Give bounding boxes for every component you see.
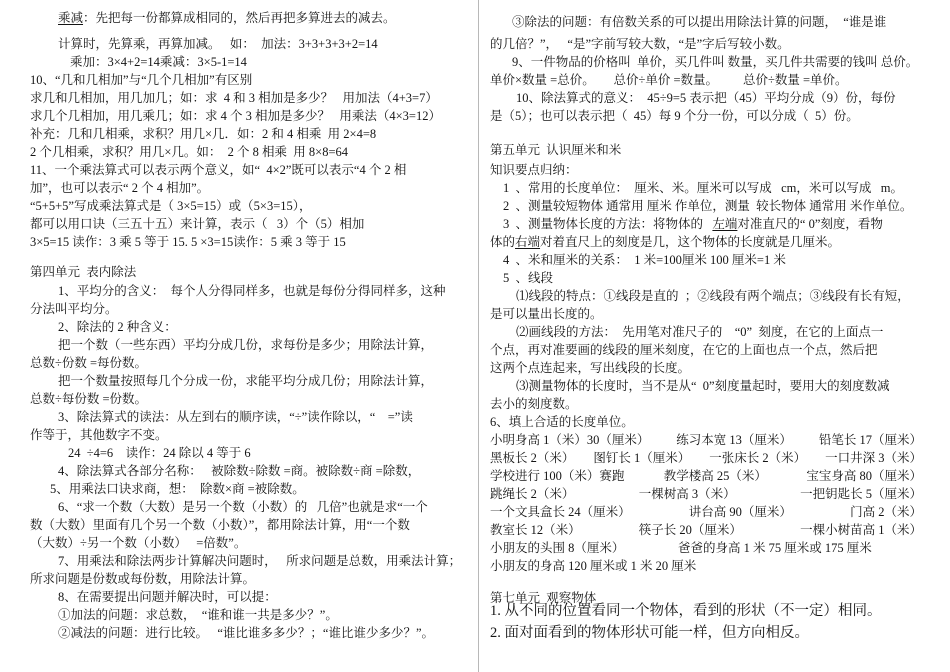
- unit-fill-item: 跳绳长 2（米）: [490, 487, 575, 501]
- unit-fill-item: 讲台高 90（厘米）: [688, 505, 792, 519]
- text-line: 3、除法算式的读法：从左到右的顺序读，“÷”读作除以，“ =”读: [58, 410, 413, 424]
- text-line: 把一个数（一些东西）平均分成几份，求每份是多少；用除法计算，: [58, 338, 434, 352]
- text-line: 的几倍？”， “是”字前写较大数，“是”字后写较小数。: [490, 37, 790, 51]
- unit-fill-item: 一棵小树苗高 1（米）: [800, 523, 922, 537]
- text-line: 2 、测量较短物体 通常用 厘米 作单位，测量 较长物体 通常用 米作单位。: [503, 199, 913, 213]
- text-line: 去小的刻度数。: [490, 397, 578, 411]
- section-subheading: 知识要点归纳：: [490, 163, 578, 177]
- unit-fill-row: [490, 450, 922, 466]
- text-line: 10、“几和几相加”与“几个几相加”有区别: [30, 73, 253, 87]
- text-line: 8、在需要提出问题并解决时，可以提：: [58, 590, 277, 604]
- unit-fill-row: [490, 504, 922, 520]
- unit-heading: 第五单元 认识厘米和米: [490, 143, 622, 157]
- unit-fill-item: 门高 2（米）: [850, 505, 922, 519]
- unit-fill-item: 学校进行 100（米）赛跑: [490, 469, 625, 483]
- text-line: 1. 从不同的位置看同一个物体，看到的形状（不一定）相同。: [490, 603, 882, 619]
- unit-fill-row: [490, 558, 922, 574]
- text-line: 是可以量出长度的。: [490, 307, 603, 321]
- text-line: 计算时，先算乘，再算加减。 如： 加法：3+3+3+3+2=14: [58, 37, 378, 51]
- text-line: 11、一个乘法算式可以表示两个意义，如“ 4×2”既可以表示“4 个 2 相: [30, 163, 407, 177]
- text-fragment: 体的: [490, 235, 516, 249]
- unit-fill-item: 教学楼高 25（米）: [663, 469, 767, 483]
- text-fragment: 对着直尺上的刻度是几，这个物体的长度就是几厘米。: [540, 235, 841, 249]
- text-line: 单价×数量 =总价。 总价÷单价 =数量。 总价÷数量 =单价。: [490, 73, 848, 87]
- text-line: （大数）÷另一个数（小数） =倍数”。: [30, 536, 247, 550]
- text-line: [503, 216, 883, 232]
- text-line: 1、平均分的含义： 每个人分得同样多，也就是每份分得同样多，这种: [58, 284, 446, 298]
- text-line: 把一个数量按照每几个分成一份，求能平均分成几份；用除法计算，: [58, 374, 434, 388]
- unit-fill-item: 一棵树高 3（米）: [638, 487, 736, 501]
- text-line: 24 ÷4=6 读作：24 除以 4 等于 6: [68, 446, 251, 460]
- text-line: 这两个点连起来，写出线段的长度。: [490, 361, 691, 375]
- text-line: 2、除法的 2 种含义：: [58, 320, 177, 334]
- unit-fill-item: 小朋友的头围 8（厘米）: [490, 541, 625, 555]
- text-line: 6、填上合适的长度单位。: [490, 415, 634, 429]
- text-line: “5+5+5”写成乘法算式是（ 3×5=15）或（5×3=15），: [30, 199, 312, 213]
- text-line: 数（大数）里面有几个另一个数（小数）”，都用除法计算，用“一个数: [30, 518, 410, 532]
- text-fragment: 3 、测量物体长度的方法：将物体的: [503, 217, 713, 231]
- text-line: 3×5=15 读作：3 乘 5 等于 15. 5 ×3=15读作：5 乘 3 等于 15: [30, 235, 346, 249]
- column-divider: [478, 0, 479, 672]
- text-line: 求几个几相加，用几乘几；如：求 4 个 3 相加是多少？ 用乘法（4×3=12）: [30, 109, 441, 123]
- text-line: 都可以用口诀（三五十五）来计算，表示（ 3）个（5）相加: [30, 217, 365, 231]
- text-line: 所求问题是份数或每份数，用除法计算。: [30, 572, 256, 586]
- text-line: [58, 10, 396, 26]
- text-line: 分法叫平均分。: [30, 302, 118, 316]
- text-line: ⑶测量物体的长度时，当不是从“ 0”刻度量起时，要用大的刻度数减: [516, 379, 890, 393]
- text-line: 求几和几相加，用几加几；如：求 4 和 3 相加是多少？ 用加法（4+3=7）: [30, 91, 438, 105]
- unit-fill-item: 爸爸的身高 1 米 75 厘米或 175 厘米: [678, 541, 872, 555]
- underlined-term: 右端: [515, 235, 541, 249]
- text-line: ②减法的问题：进行比较。 “谁比谁多多少？；“谁比谁少多少？”。: [58, 626, 435, 640]
- unit-fill-row: [490, 468, 922, 484]
- unit-fill-item: 图钉长 1（厘米）: [593, 451, 691, 465]
- unit-fill-item: 一口井深 3（米）: [825, 451, 922, 465]
- text-line: 7、用乘法和除法两步计算解决问题时， 所求问题是总数，用乘法计算；: [58, 554, 462, 568]
- unit-fill-row: [490, 486, 922, 502]
- unit-fill-item: 宝宝身高 80（厘米）: [806, 469, 922, 483]
- text-line: 10、除法算式的意义： 45÷9=5 表示把（45）平均分成（9）份，每份: [516, 91, 896, 105]
- unit-fill-item: 一个文具盒长 24（厘米）: [490, 505, 631, 519]
- unit-fill-item: 小朋友的身高 120 厘米或 1 米 20 厘米: [490, 559, 697, 573]
- text-line: 5 、线段: [503, 271, 554, 285]
- unit-heading: 第七单元 观察物体: [490, 591, 597, 605]
- text-line: 4 、米和厘米的关系： 1 米=100厘米 100 厘米=1 米: [503, 253, 786, 267]
- text-line: 1 、常用的长度单位： 厘米、米。厘米可以写成 cm，米可以写成 m。: [503, 181, 903, 195]
- text-fragment: 对准直尺的“ 0”刻度，看物: [737, 217, 883, 231]
- text-line: 2 个几相乘，求积？用几×几。如： 2 个 8 相乘 用 8×8=64: [30, 145, 349, 159]
- text-line: 6、“求一个数（大数）是另一个数（小数）的 几倍”也就是求“一个: [58, 500, 428, 514]
- text-line: 补充：几和几相乘，求积？用几×几．如：2 和 4 相乘 用 2×4=8: [30, 127, 377, 141]
- text-line: ③除法的问题：有倍数关系的可以提出用除法计算的问题， “谁是谁: [512, 15, 887, 29]
- unit-fill-item: 黑板长 2（米）: [490, 451, 575, 465]
- unit-fill-item: 教室长 12（米）: [490, 523, 581, 537]
- unit-fill-item: 练习本宽 13（厘米）: [676, 433, 792, 447]
- term-definition: ：先把每一份都算成相同的，然后再把多算进去的减去。: [83, 11, 396, 25]
- text-line: ⑵画线段的方法： 先用笔对准尺子的 “0” 刻度，在它的上面点一: [516, 325, 884, 339]
- text-line: 乘加：3×4+2=14乘减：3×5-1=14: [70, 55, 247, 69]
- text-line: 5、用乘法口诀求商，想： 除数×商 =被除数。: [50, 482, 305, 496]
- underlined-term: 乘减: [58, 11, 84, 25]
- unit-fill-item: 小明身高 1（米）30（厘米）: [490, 433, 650, 447]
- text-line: ①加法的问题：求总数， “谁和谁一共是多少？”。: [58, 608, 338, 622]
- unit-fill-row: [490, 540, 922, 556]
- text-line: 是（5）；也可以表示把（ 45）每 9 个分一份，可以分成（ 5）份。: [490, 109, 859, 123]
- unit-fill-item: 筷子长 20（厘米）: [638, 523, 742, 537]
- text-line: 总数÷份数 =每份数。: [30, 356, 148, 370]
- unit-fill-item: 一张床长 2（米）: [709, 451, 807, 465]
- text-line: [490, 234, 840, 250]
- unit-fill-row: [490, 522, 922, 538]
- unit-fill-item: 一把钥匙长 5（厘米）: [800, 487, 922, 501]
- text-line: 9、一件物品的价格叫 单价，买几件叫 数量，买几件共需要的钱叫 总价。: [512, 55, 919, 69]
- text-line: 总数÷每份数 =份数。: [30, 392, 148, 406]
- underlined-term: 左端: [712, 217, 738, 231]
- text-line: 加”，也可以表示“ 2 个 4 相加”。: [30, 181, 210, 195]
- text-line: 2. 面对面看到的物体形状可能一样，但方向相反。: [490, 625, 809, 641]
- text-line: 个点，再对准要画的线段的厘米刻度，在它的上面也点一个点，然后把: [490, 343, 878, 357]
- text-line: 4、除法算式各部分名称： 被除数÷除数 =商。被除数÷商 =除数，: [58, 464, 421, 478]
- unit-heading: 第四单元 表内除法: [30, 265, 137, 279]
- unit-fill-item: 铅笔长 17（厘米）: [818, 433, 922, 447]
- text-line: ⑴线段的特点：①线段是直的 ；②线段有两个端点；③线段有长有短，: [516, 289, 910, 303]
- text-line: 作等于，其他数字不变。: [30, 428, 168, 442]
- unit-fill-row: [490, 432, 922, 448]
